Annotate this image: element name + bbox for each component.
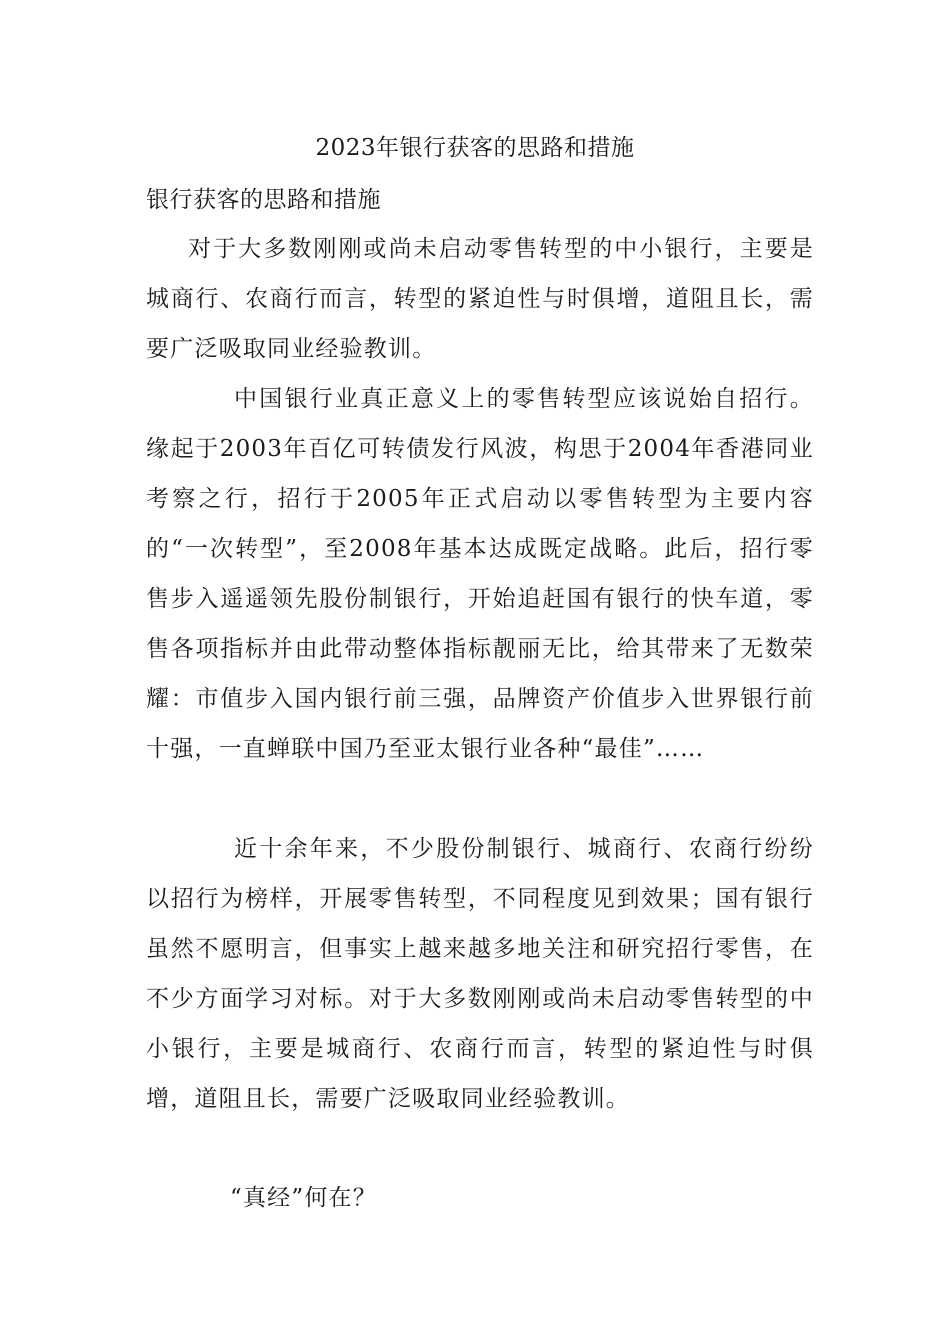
paragraph-2: 中国银行业真正意义上的零售转型应该说始自招行。缘起于2003年百亿可转债发行风波，构思于2004年香港同业考察之行，招行于2005年正式启动以零售转型为主要内容的“一次转型”，至2008年基本达成既定战略。此后，招行零售步入遥遥领先股份制银行，开始追赶国有银行的快车道，零售各项指标并由此带动整体指标靓丽无比，给其带来了无数荣耀：市值步入国内银行前三强，品牌资产价值步入世界银行前十强，一直蝉联中国乃至亚太银行业各种“最佳”…… — [146, 386, 814, 762]
document-subtitle: 银行获客的思路和措施 — [146, 187, 381, 213]
paragraph-4: “真经”何在？ — [230, 1185, 377, 1211]
paragraph-1: 对于大多数刚刚或尚未启动零售转型的中小银行，主要是城商行、农商行而言，转型的紧迫性与时俱增，道阻且长，需要广泛吸取同业经验教训。 — [146, 236, 814, 362]
paragraph-3: 近十余年来，不少股份制银行、城商行、农商行纷纷以招行为榜样，开展零售转型，不同程度见到效果；国有银行虽然不愿明言，但事实上越来越多地关注和研究招行零售，在不少方面学习对标。对于大多数刚刚或尚未启动零售转型的中小银行，主要是城商行、农商行而言，转型的紧迫性与时俱增，道阻且长，需要广泛吸取同业经验教训。 — [146, 836, 814, 1112]
document-title: 2023年银行获客的思路和措施 — [315, 135, 635, 161]
